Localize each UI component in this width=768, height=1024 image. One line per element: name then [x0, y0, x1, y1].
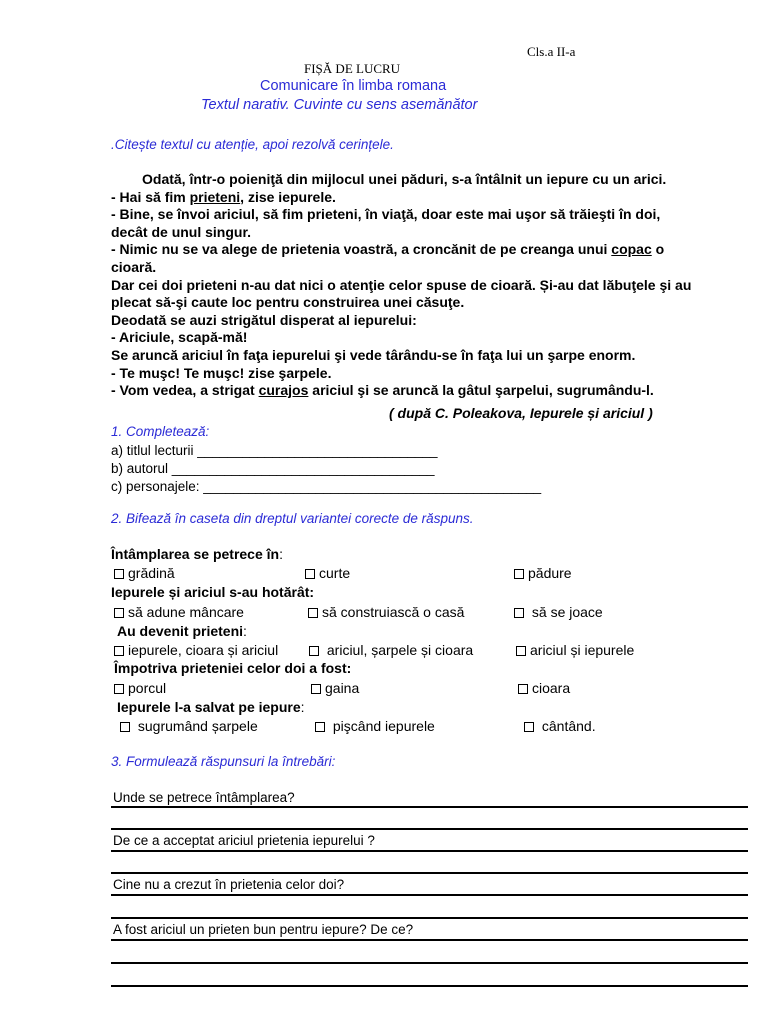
answer-line[interactable]	[111, 985, 748, 987]
question-text: Întâmplarea se petrece în	[111, 546, 280, 562]
option-label: iepurele, cioara și ariciul	[128, 642, 279, 658]
story-line-part: - Nimic nu se va alege de prietenia voastră, a croncănit de pe creanga unui	[111, 241, 612, 258]
option-checkbox[interactable]	[305, 565, 350, 581]
checkbox-icon[interactable]	[114, 608, 124, 618]
topic-title: Textul narativ. Cuvinte cu sens asemănător	[201, 97, 478, 113]
ex2-q3	[117, 623, 247, 639]
checkbox-icon[interactable]	[114, 646, 124, 656]
option-checkbox[interactable]	[518, 680, 570, 696]
checkbox-icon[interactable]	[315, 722, 325, 732]
story-line-part: - Vom vedea, a strigat	[111, 382, 259, 399]
option-label: ariciul și iepurele	[530, 642, 635, 658]
option-checkbox[interactable]	[114, 680, 166, 696]
ex1-item-author[interactable]: b) autorul ___________________________________	[111, 461, 435, 476]
story-line-part: - Hai să fim	[111, 188, 190, 205]
ex1-title: 1. Completează:	[111, 424, 210, 439]
ex3-title: 3. Formulează răspunsuri la întrebări:	[111, 754, 336, 769]
ex3-question: Unde se petrece întâmplarea?	[113, 790, 295, 805]
answer-line[interactable]	[111, 962, 748, 964]
option-checkbox[interactable]	[120, 718, 258, 734]
story-line	[111, 241, 691, 259]
answer-line[interactable]	[111, 850, 748, 852]
story-line: plecat să-şi caute loc pentru construirea unei căsuţe.	[111, 294, 465, 311]
underlined-word: copac	[611, 241, 652, 258]
option-checkbox[interactable]	[514, 565, 572, 581]
checkbox-icon[interactable]	[518, 684, 528, 694]
checkbox-icon[interactable]	[516, 646, 526, 656]
checkbox-icon[interactable]	[524, 722, 534, 732]
story-line-part: , zise iepurele.	[240, 188, 336, 205]
page-title: FIȘĂ DE LUCRU	[304, 61, 401, 76]
answer-line[interactable]	[111, 806, 748, 808]
story-line: - Ariciule, scapă-mă!	[111, 329, 248, 346]
checkbox-icon[interactable]	[309, 646, 319, 656]
story-line: - Bine, se învoi ariciul, să fim prieteni, în viaţă, doar este mai uşor să trăieşti în doi,	[111, 206, 661, 223]
checkbox-icon[interactable]	[114, 684, 124, 694]
story-line	[111, 382, 691, 400]
question-colon: :	[243, 623, 247, 639]
question-colon: :	[279, 546, 283, 562]
checkbox-icon[interactable]	[305, 569, 315, 579]
ex1-item-title[interactable]: a) titlul lecturii ________________________________	[111, 443, 438, 458]
story-line: Odată, într-o poieniţă din mijlocul unei păduri, s-a întâlnit un iepure cu un arici.	[142, 171, 667, 187]
option-label: cioara	[532, 680, 571, 696]
option-label: ariciul, șarpele și cioara	[323, 642, 474, 658]
story-source: ( după C. Poleakova, Iepurele și ariciul )	[389, 405, 653, 421]
checkbox-icon[interactable]	[308, 608, 318, 618]
option-label: să adune mâncare	[128, 604, 244, 620]
option-label: cântând.	[538, 718, 596, 734]
option-checkbox[interactable]	[524, 718, 596, 734]
option-label: pădure	[528, 565, 572, 581]
question-text: Iepurele l-a salvat pe iepure	[117, 699, 301, 715]
ex2-title: 2. Bifează în caseta din dreptul variantei corecte de răspuns.	[111, 511, 474, 526]
option-label: gaina	[325, 680, 360, 696]
option-checkbox[interactable]	[114, 565, 175, 581]
ex3-question: De ce a acceptat ariciul prietenia iepurelui ?	[113, 833, 375, 848]
option-label: grădină	[128, 565, 175, 581]
subject-title: Comunicare în limba romana	[260, 78, 447, 94]
story-line: - Te muşc! Te muşc! zise şarpele.	[111, 364, 332, 381]
option-checkbox[interactable]	[308, 604, 464, 620]
option-label: pişcând iepurele	[329, 718, 435, 734]
option-checkbox[interactable]	[514, 604, 603, 620]
answer-line[interactable]	[111, 939, 748, 941]
ex2-q5	[117, 699, 305, 715]
checkbox-icon[interactable]	[114, 569, 124, 579]
checkbox-icon[interactable]	[514, 569, 524, 579]
ex3-question: Cine nu a crezut în prietenia celor doi?	[113, 877, 345, 892]
story-line: cioară.	[111, 258, 157, 275]
checkbox-icon[interactable]	[120, 722, 130, 732]
option-checkbox[interactable]	[315, 718, 435, 734]
answer-line[interactable]	[111, 872, 748, 874]
answer-line[interactable]	[111, 828, 748, 830]
story-line	[111, 189, 691, 207]
ex3-question: A fost ariciul un prieten bun pentru iepure? De ce?	[113, 922, 414, 937]
ex2-q1	[111, 546, 283, 562]
option-checkbox[interactable]	[309, 642, 473, 658]
option-label: curte	[319, 565, 351, 581]
story-line: Dar cei doi prieteni n-au dat nici o atenţie celor spuse de cioară. Și-au dat lăbuţele şi au	[111, 276, 692, 293]
story-line-part: ariciul şi se aruncă la gâtul şarpelui, sugrumându-l.	[308, 382, 654, 399]
question-text: Au devenit prieteni	[117, 623, 244, 639]
underlined-word: prieteni	[189, 188, 241, 205]
option-checkbox[interactable]	[311, 680, 359, 696]
ex1-item-characters[interactable]: c) personajele: _____________________________________________	[111, 479, 542, 494]
underlined-word: curajos	[258, 382, 309, 399]
option-label: să se joace	[528, 604, 603, 620]
option-label: să construiască o casă	[322, 604, 465, 620]
question-colon: :	[300, 699, 305, 715]
story-line-part: o	[651, 241, 665, 258]
answer-line[interactable]	[111, 894, 748, 896]
ex2-q2: Iepurele și ariciul s-au hotărât:	[111, 584, 315, 600]
checkbox-icon[interactable]	[514, 608, 524, 618]
option-label: sugrumând șarpele	[134, 718, 258, 734]
checkbox-icon[interactable]	[311, 684, 321, 694]
instruction: .Citește textul cu atenție, apoi rezolvă cerințele.	[111, 137, 394, 152]
story-line: Deodată se auzi strigătul disperat al iepurelui:	[111, 311, 417, 328]
option-checkbox[interactable]	[114, 642, 278, 658]
story-line: decât de unul singur.	[111, 223, 252, 240]
option-checkbox[interactable]	[114, 604, 244, 620]
story-text	[111, 171, 691, 400]
ex2-q4: Împotriva prieteniei celor doi a fost:	[114, 660, 352, 676]
answer-line[interactable]	[111, 917, 748, 919]
class-label: Cls.a II-a	[527, 44, 576, 59]
option-checkbox[interactable]	[516, 642, 634, 658]
option-label: porcul	[128, 680, 167, 696]
story-line: Se aruncă ariciul în faţa iepurelui şi vede târându-se în faţa lui un şarpe enorm.	[111, 346, 636, 363]
